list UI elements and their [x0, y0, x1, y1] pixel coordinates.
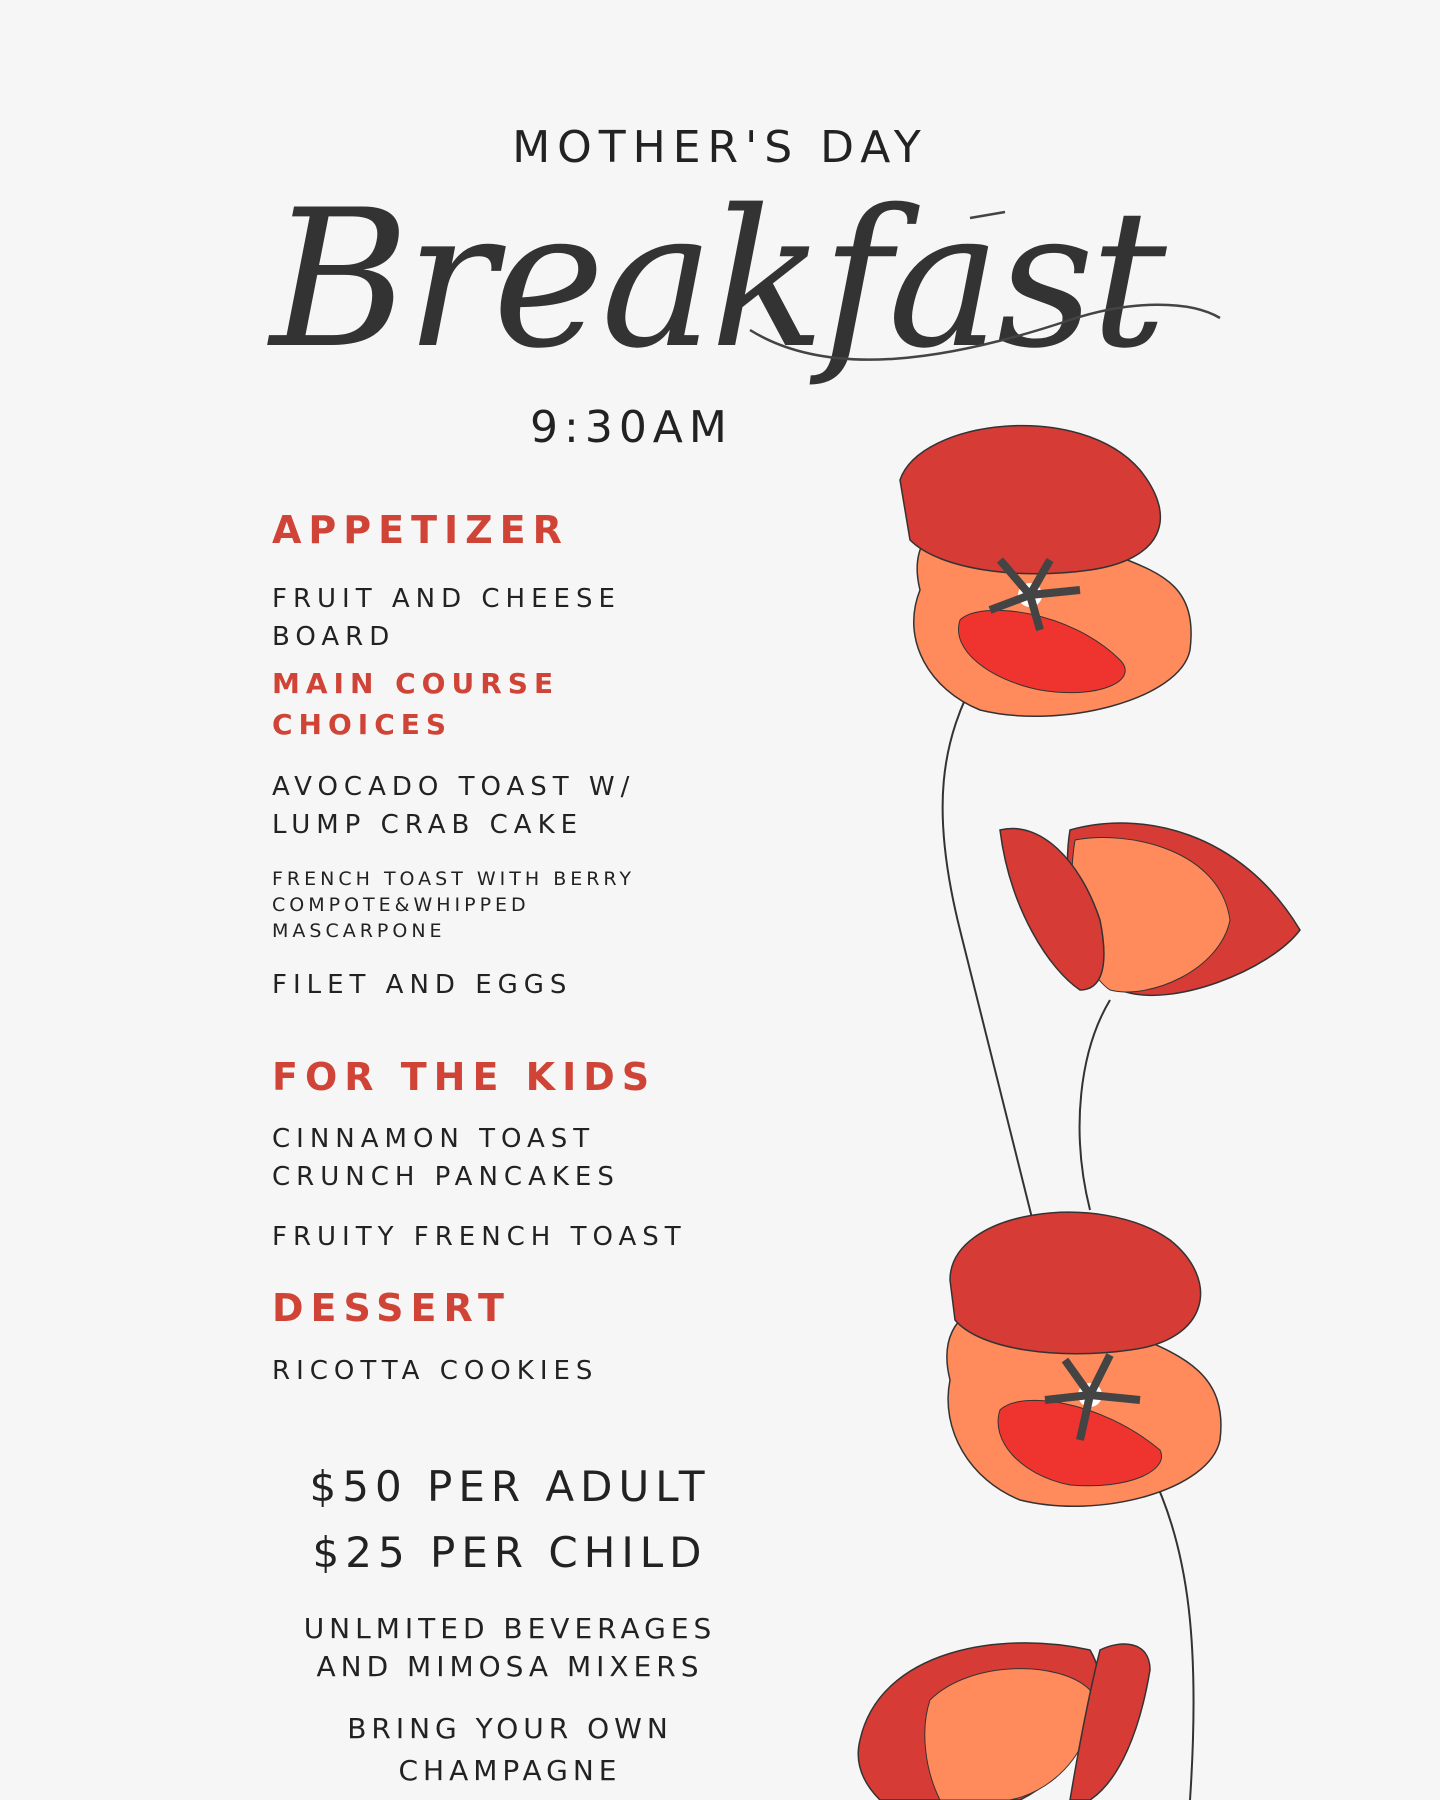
section-kids-heading: FOR THE KIDS: [272, 1055, 657, 1099]
poppy-flower-icon: [840, 410, 1340, 1800]
section-dessert-heading: DESSERT: [272, 1286, 511, 1330]
event-eyebrow: MOTHER'S DAY: [512, 122, 928, 173]
byob-line1: BRING YOUR OWN: [347, 1712, 673, 1745]
menu-item-cinnamon-line1: CINNAMON TOAST: [272, 1124, 596, 1154]
menu-item-ricotta: RICOTTA COOKIES: [272, 1356, 599, 1386]
menu-item-filet: FILET AND EGGS: [272, 970, 573, 1000]
price-child: $25 PER CHILD: [312, 1528, 708, 1577]
stem-3: [1150, 1470, 1194, 1800]
stem-1: [943, 670, 1040, 1250]
poppy-flower-middle: [1000, 823, 1300, 995]
menu-item-fruity: FRUITY FRENCH TOAST: [272, 1222, 687, 1252]
byob-line2: CHAMPAGNE: [398, 1754, 622, 1787]
section-appetizer-heading: APPETIZER: [272, 508, 569, 552]
menu-item-frenchtoast-line3: MASCARPONE: [272, 920, 446, 942]
menu-item-avocado-line1: AVOCADO TOAST W/: [272, 772, 636, 802]
beverages-line1: UNLMITED BEVERAGES: [303, 1612, 717, 1645]
price-adult: $50 PER ADULT: [309, 1462, 711, 1511]
section-main-heading-line1: MAIN COURSE: [272, 667, 560, 700]
menu-item-avocado-line2: LUMP CRAB CAKE: [272, 810, 584, 840]
menu-item-frenchtoast-line2: COMPOTE&WHIPPED: [272, 894, 530, 916]
poppy-flower-bottom: [858, 1643, 1150, 1800]
poppy-flower-lower: [947, 1212, 1221, 1506]
menu-item-fruit-line1: FRUIT AND CHEESE: [272, 584, 621, 614]
menu-item-fruit-line2: BOARD: [272, 622, 396, 652]
section-main-heading-line2: CHOICES: [272, 708, 453, 741]
menu-item-frenchtoast-line1: FRENCH TOAST WITH BERRY: [272, 868, 636, 890]
script-title: [250, 160, 1240, 410]
stem-2: [1080, 1000, 1110, 1210]
poppy-flower-top: [900, 426, 1191, 717]
beverages-line2: AND MIMOSA MIXERS: [316, 1650, 704, 1683]
script-title-text: Breakfast: [270, 169, 1163, 390]
menu-item-cinnamon-line2: CRUNCH PANCAKES: [272, 1162, 620, 1192]
event-time: 9:30AM: [530, 402, 733, 453]
